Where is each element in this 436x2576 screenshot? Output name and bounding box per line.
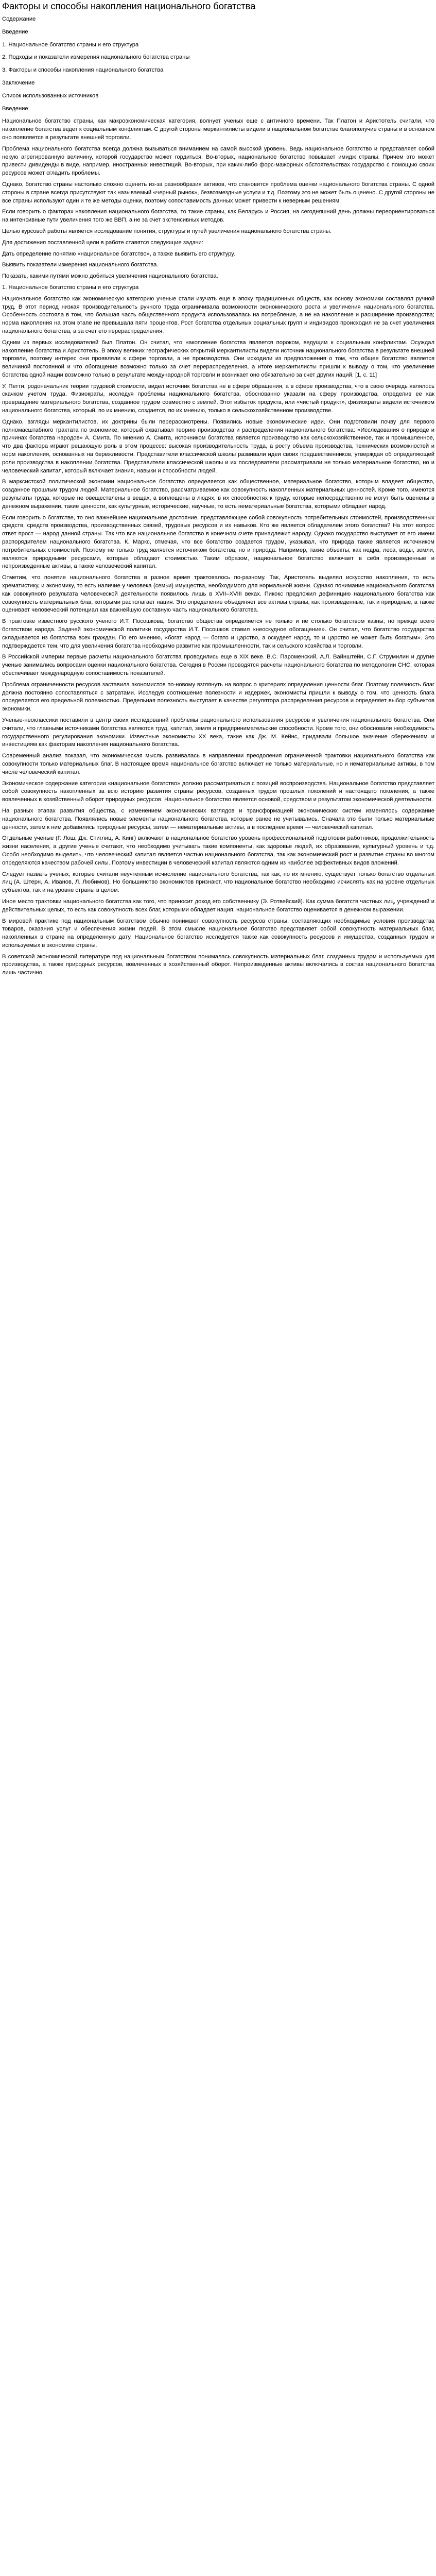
paragraph: Выявить показатели измерения национального богатства. (2, 262, 159, 268)
paragraph: Целью курсовой работы является исследование понятия, структуры и путей увеличения национального богатства страны. (2, 228, 332, 234)
paragraph: Проблема ограниченности ресурсов заставила экономистов по-новому взглянуть на вопрос о критериях определения ценности благ. Поэтому полезность благ должна постоянно сопоставляться с затратами. Исследуя соотношение полезности и издержек, экономисты пришли к выводу о том, что ценность блага определяется его предельной полезностью. Предельная полезность выступает в качестве регулятора распределения ресурсов и определяет выбор субъектов экономики. (2, 681, 434, 713)
paragraph: Современный анализ показал, что экономическая мысль развивалась в направлении преодоления ограниченной трактовки национального богатства как совокупности только материальных благ. В настоящее время национальное богатство включает не только материальные, но и нематериальные активы, в том числе человеческий капитал. (2, 753, 434, 775)
paragraph: Экономическое содержание категории «национальное богатство» должно рассматриваться с позиций воспроизводства. Национальное богатство представляет собой совокупность накопленных за всю историю развития страны ресурсов, созданных трудом прошлых поколений и настоящего поколения, а также вовлеченных в хозяйственный оборот природных ресурсов. Национальное богатство является основой, средством и результатом экономической деятельности. (2, 780, 434, 803)
toc-item: Заключение (2, 79, 35, 86)
paragraph: В мировой практике под национальным богатством обычно понимают совокупность ресурсов страны, составляющих необходимые условия производства товаров, оказания услуг и обеспечения жизни людей. В этом смысле национальное богатство представляет собой совокупность материальных благ, накопленных в стране на определенную дату. Национальное богатство исследуется также как совокупность ресурсов и имущества, созданных трудом и используемых в экономике страны. (2, 918, 434, 948)
paragraph: Дать определение понятию «национальное богатство», а также выявить его структуру. (2, 250, 235, 257)
paragraph: Однако, богатство страны настолько сложно оценить из-за разнообразия активов, что становится проблема оценки национального богатства страны. С одной стороны в стране всегда присутствуют так называемый «черный рынок», безвозмездные услуги и т.д. Поэтому это не может быть оценено. С другой стороны не все страны используют один и те же методы оценки, поэтому сопоставимость данных может привести к неверным решениям. (2, 181, 434, 204)
toc-item: Введение (2, 28, 28, 35)
paragraph: Отметим, что понятие национального богатства в разное время трактовалось по-разному. Так, Аристотель выделял искусство накопления, то есть хрематистику, и экономику, то есть наличие у человека (семьи) имущества, необходимого для нормальной жизни. Однако понимание национального богатства как совокупного результата человеческой деятельности появилось лишь в XVII–XVIII веках. Пикокс предложил дефиницию национального богатства как совокупность материальных благ, которыми располагает нация. Это определение объединяет все активы страны, как произведенные, так и природные, а также оценивает человеческий потенциал как важнейшую составную часть национального богатства. (2, 574, 434, 614)
paragraph: Ученые-неоклассики поставили в центр своих исследований проблемы рационального использования ресурсов и увеличения национального богатства. Они считали, что главными источниками богатства являются труд, капитал, земля и предпринимательские способности. Кроме того, они обосновали необходимость государственного регулирования экономики. Известные экономисты XX века, такие как Дж. М. Кейнс, придавали большое значение сбережениям и инвестициям как факторам накопления национального богатства. (2, 717, 434, 748)
paragraph: В Российской империи первые расчеты национального богатства проводились еще в XIX веке. В.С. Пароменский, А.Л. Вайнштейн, С.Г. Струмилин и другие ученые занимались вопросами оценки национального богатства. Сегодня в России проводятся расчеты национального богатства по методологии СНС, которая обеспечивает международную сопоставимость показателей. (2, 654, 434, 676)
toc-item: Список использованных источников (2, 92, 99, 99)
paragraph: У. Петти, родоначальник теории трудовой стоимости, видел источник богатства не в сфере обращения, а в сфере производства, что в свою очередь являлось скачком учетом труда. Физиократы, исследуя проблемы национального богатства, обоснованно указали на сферу производства, определив ее как превращение материального богатства, созданное трудом совместно с землей. Этот избыток продукта, или «чистый продукт», физиократы видели источником национального богатства, который, по их мнению, создается, по их мнению, только в сельскохозяйственном производстве. (2, 383, 434, 414)
paragraph: В марксистской политической экономии национальное богатство определяется как общественное, материальное богатство, которым владеет общество, созданное прошлым трудом людей. Материальное богатство, рассматриваемое как совокупность накопленных материальных ценностей. Кроме того, имеются результаты труда, которые не овеществлены в вещах, а воплощены в людях, в их способностях к труду, которые непосредственно не могут быть оценены в денежном выражении, такие ценности, как культурные, исторические, научные, то есть нематериальные богатства, которыми обладает народ. (2, 479, 434, 510)
paragraph: Проблема национального богатства всегда должна вызываться вниманием на самой высокой уровень. Ведь национальное богатство и представляет собой некую агрегированную величину, которой государство может гордиться. Во-вторых, национальное богатство повышает имидж страны. Причем это может привести дивиденды в виде, например, иностранных инвестиций. Во-вторых, при каких-либо форс-мажорных обстоятельствах государство с помощью своих ресурсов может сгладить проблемы. (2, 145, 434, 177)
document-body (2, 117, 434, 977)
paragraph: Если говорить о богатстве, то оно важнейшее национальное достояние, представляющее собой совокупность потребительных стоимостей, производственных средств, средств производства, производственных связей, трудовых ресурсов и их навыков. Кто же является обладателем этого богатства? На этот вопрос ответ прост — народ данной страны. Так что все национальное богатство в конечном счете принадлежит народу. Однако государство выступает от его имени распорядителем национального богатства. К. Маркс, отмечая, что все богатство создается трудом, указывал, что природа также является источником потребительных стоимостей. Поэтому не только труд является источником богатства, но и природа. Например, такие объекты, как недра, леса, воды, земли, являются природными ресурсами, которые обладают стоимостью. Таким образом, национальное богатство включает в себя произведенные и непроизведенные активы, а также человеческий капитал. (2, 514, 434, 570)
paragraph: В трактовке известного русского ученого И.Т. Посошкова, богатство общества определяется не только и не столько богатством казны, но прежде всего богатством народа. Задачей экономической политики государства И.Т. Посошков ставил «неоскудное обогащение». Он считал, что богатство государства складывается из богатства всех граждан. По его мнению, «богат народ — богато и царство, а оскудеет народ, то и царство не может быть богатым». Это подтверждается тем, что для увеличения богатства необходимо развитие как промышленности, так и сельского хозяйства и торговли. (2, 618, 434, 649)
document-title: Факторы и способы накопления национального богатства (2, 1, 256, 11)
paragraph: На разных этапах развития общества, с изменением экономических взглядов и трансформацией экономических систем изменялось содержание национального богатства. Появлялись новые элементы национального богатства, которые ранее не учитывались. Сначала это были только материальные ценности, затем к ним добавились природные ресурсы, затем — нематериальные активы, а в последнее время — человеческий капитал. (2, 807, 434, 831)
table-of-contents (2, 15, 434, 113)
paragraph: Для достижения поставленной цели в работе ставятся следующие задачи: (2, 239, 203, 246)
toc-item: 1. Национальное богатство страны и его структура (2, 41, 139, 48)
paragraph: Если говорить о факторах накопления национального богатства, то такие страны, как Беларусь и Россия, на сегодняшний день должны переориентироваться на интенсивные пути увеличения того же ВВП, а не за счет экстенсивных методов. (2, 209, 434, 224)
paragraph: Показать, какими путями можно добиться увеличения национального богатства. (2, 273, 218, 280)
document-page (0, 1, 436, 977)
paragraph: Следует назвать ученых, которые считали неучтенным исчисление национального богатства, так как, по их мнению, существует только богатство отдельных лиц (А. Штерн, А. Иванов, Л. Любимов). Но большинство экономистов признают, что национальное богатство необходимо исчислять как на уровне отдельных субъектов, так и на уровне страны в целом. (2, 871, 434, 894)
toc-item: 2. Подходы и показатели измерения национального богатства страны (2, 54, 190, 61)
paragraph: Отдельные ученые (Г. Лош, Дж. Стиглиц, А. Кинг) включают в национальное богатство уровень профессиональной подготовки работников, продолжительность жизни населения, а другие ученые считают, что необходимо учитывать такие компоненты, как здоровье людей, их образование, культурный уровень и т.д. Особо необходимо выделить, что человеческий капитал является частью национального богатства, так как экономический рост и развитие страны во многом определяются качеством рабочей силы. Поэтому инвестиции в человеческий капитал являются одним из наиболее эффективных видов вложений. (2, 835, 434, 866)
toc-item: 3. Факторы и способы накопления национального богатства (2, 67, 164, 74)
paragraph: В советской экономической литературе под национальным богатством понималась совокупность материальных благ, созданных трудом и используемых для производства, а также природных ресурсов, вовлеченных в хозяйственный оборот. Непроизведенные активы включались в состав национального богатства лишь частично. (2, 953, 434, 976)
paragraph: Национальное богатство страны, как макроэкономическая категория, волнует ученых еще с античного времени. Так Платон и Аристотель считали, что накопление богатства ведет к социальным конфликтам. С другой стороны меркантилисты видели в национальном богатстве благополучие страны и в основном оно появляется в результате внешней торговли. (2, 118, 434, 141)
paragraph: Однако, взгляды меркантилистов, их доктрины были перерассмотрены. Появились новые экономические идеи. Они подготовили почву для первого полномасштабного трактата по экономике, который охватывал теорию производства и распределения национального богатства: «Исследования о природе и причинах богатства народов» А. Смита. По мнению А. Смита, источником богатства является производство как сельскохозяйственное, так и промышленное, что два фактора играют решающую роль в этом процессе: высокая производительность труда, а росту объема производства, технических возможностей и норм накопления, основанных на бережливости. Представители классической школы развивали идеи своих предшественников, утверждая об определяющей роли производства в накоплении богатства. Представители классической школы и их последователи рассматривали не только материальное богатство, но и человеческий капитал, который включает знания, навыки и способности людей. (2, 418, 434, 474)
paragraph: Национальное богатство как экономическую категорию ученые стали изучать еще в эпоху традиционных обществ, как основу экономики составлял ручной труд. В этот период низкая производительность ручного труда ограничивала возможности экономического роста и увеличения национального богатства. Особенность состояла в том, что большая часть общественного продукта использовалась на потребление, а не на накопление и расширение производства; норма накопления на этом этапе не превышала пяти процентов. Рост богатства отдельных социальных групп и индивидов происходил не за счет увеличения национального богатства, а за счет его перераспределения. (2, 295, 434, 334)
section-heading: 1. Национальное богатство страны и его структура (2, 284, 139, 291)
paragraph: Иное место трактовки национального богатства как того, что приносит доход его собственнику (Э. Ротвейский). Как сумма богатств частных лиц, учреждений и действительных целых, то есть как совокупность всех благ, которыми обладает нация, национальное богатство оценивается в денежном выражении. (2, 898, 434, 913)
toc-item: Введение (2, 105, 28, 112)
paragraph: Одним из первых исследователей был Платон. Он считал, что накопление богатства является пороком, ведущим к социальным конфликтам. Осуждал накопление богатства и Аристотель. В эпоху великих географических открытий меркантилисты видели источник национального богатства в результате внешней торговли, поэтому интерес они проявляли к сфере торговли, а не производства. Они исходили из предположения о том, что общее богатство является величиной постоянной и что обогащение возможно только за счет перераспределения, а итоге меркантилисты пришли к выводу о том, что увеличение богатства одной нации возможно только в результате международной торговли и возникает оно обязательно за счет других наций. [1, с. 11] (2, 339, 434, 378)
toc-item: Содержание (2, 16, 36, 22)
